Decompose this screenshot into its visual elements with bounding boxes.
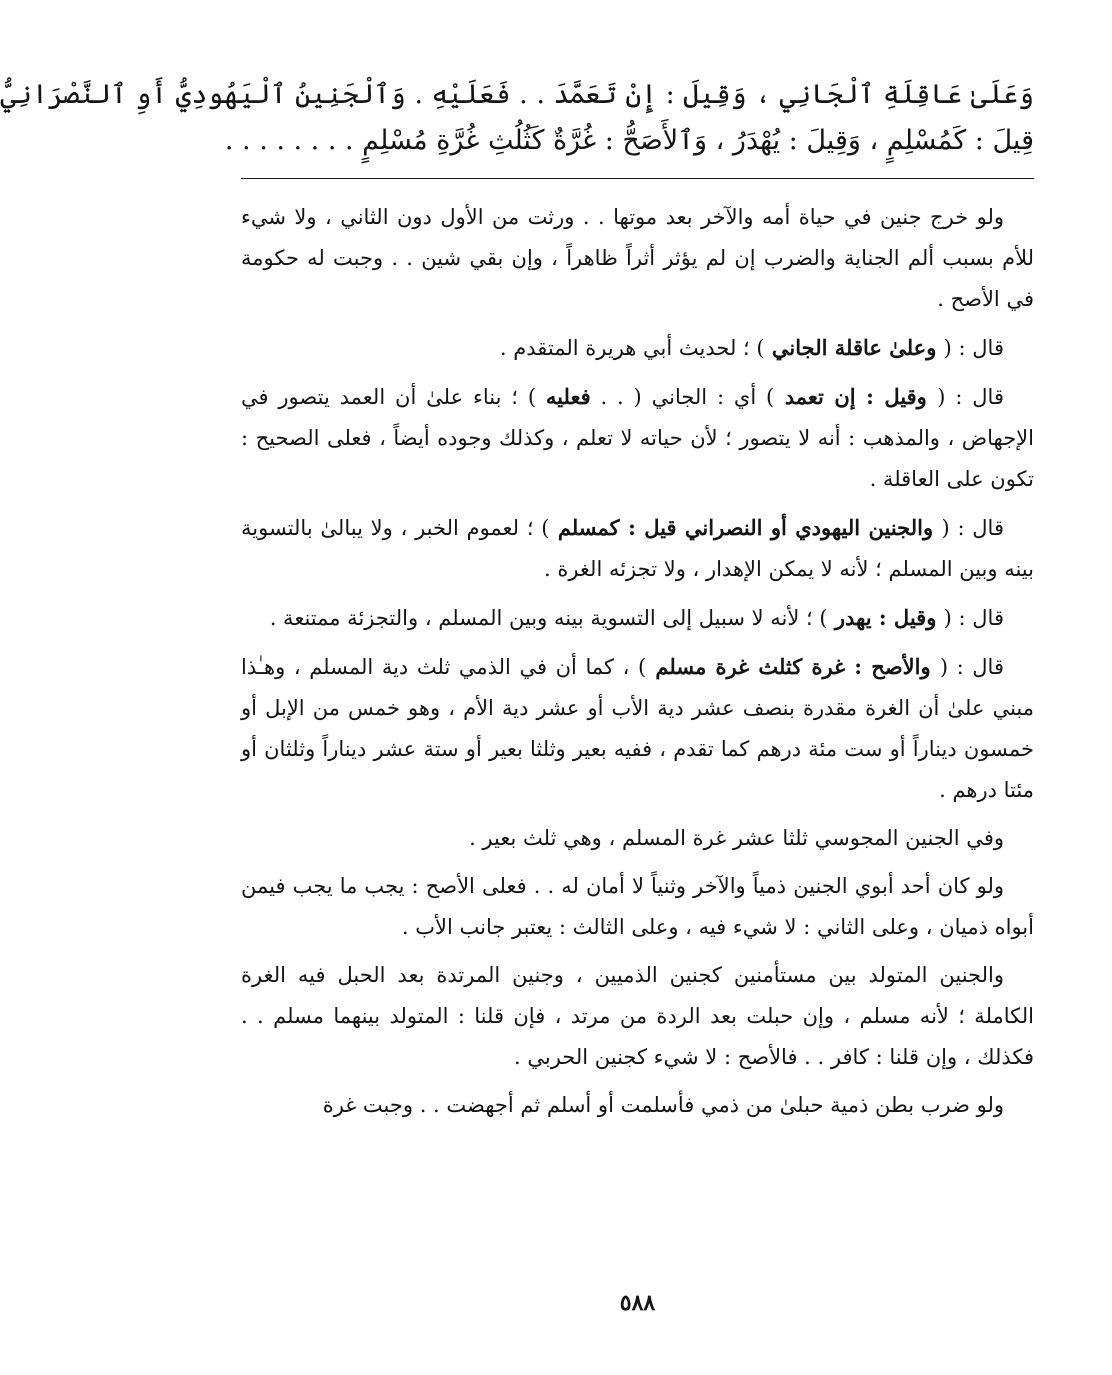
page-number: ٥٨٨ xyxy=(619,1290,656,1316)
commentary-text: ) أي : الجاني ( . . xyxy=(590,385,775,409)
quoted-matn: والأصح : غرة كثلث غرة مسلم xyxy=(646,654,940,679)
quoted-matn: فعليه xyxy=(545,384,591,409)
quoted-matn: وقيل : يهدر xyxy=(827,605,944,630)
commentary-text: ) ؛ بناء علىٰ أن العمد يتصور في الإجهاض ، والمذهب : أنه لا يتصور ؛ لأن حياته لا تعلم ، وكذلك وجوده أيضاً ، فعلى الصحيح : تكون على العاقلة . xyxy=(241,385,1034,491)
quoted-matn: وقيل : إن تعمد xyxy=(774,384,938,409)
commentary-paragraph-9: والجنين المتولد بين مستأمنين كجنين الذميين ، وجنين المرتدة بعد الحبل فيه الغرة الكاملة ؛ لأنه مسلم ، وإن حبلت بعد الردة من مرتد ، فإن قلنا : المتولد بينهما مسلم . . فكذلك ، وإن قلنا : كافر . . فالأصح : لا شيء كجنين الحربي . xyxy=(241,963,1034,1069)
commentary-text: ) ، كما أن في الذمي ثلث دية المسلم ، وهـٰذا مبني علىٰ أن الغرة مقدرة بنصف عشر دية الأب أو عشر دية الأم ، وهو خمس من الإبل أو خمسون ديناراً أو ست مئة درهم كما تقدم ، ففيه بعير وثلثا بعير أو ستة عشر ديناراً وثلثان أو مئتا درهم . xyxy=(241,655,1034,802)
quoted-matn: والجنين اليهودي أو النصراني قيل : كمسلم xyxy=(549,515,942,540)
matn-line-2: قِيلَ : كَمُسْلِمٍ ، وَقِيلَ : يُهْدَرُ ، وَٱلأَصَحُّ : غُرَّةٌ كَثُلُثِ غُرَّةِ مُسْلِمٍ . . . . . . . . xyxy=(224,125,1034,156)
quote-open: قال : ( xyxy=(939,655,1004,679)
commentary-text: ) ؛ لأنه لا سبيل إلى التسوية بينه وبين المسلم ، والتجزئة ممتنعة . xyxy=(269,606,828,630)
quote-open: قال : ( xyxy=(943,606,1004,630)
commentary-paragraph-10: ولو ضرب بطن ذمية حبلىٰ من ذمي فأسلمت أو أسلم ثم أجهضت . . وجبت غرة xyxy=(322,1093,1004,1117)
commentary-paragraph-5 xyxy=(241,597,1034,639)
quote-open: قال : ( xyxy=(937,385,1004,409)
commentary-paragraph-3 xyxy=(241,376,1034,500)
quote-open: قال : ( xyxy=(941,516,1004,540)
commentary xyxy=(241,197,1034,1126)
commentary-paragraph-6 xyxy=(241,646,1034,811)
quoted-matn: وعلىٰ عاقلة الجاني xyxy=(764,335,944,360)
separator-rule xyxy=(241,178,1034,179)
commentary-paragraph-1: ولو خرج جنين في حياة أمه والآخر بعد موتها . . ورثت من الأول دون الثاني ، ولا شيء للأم بسبب ألم الجناية والضرب إن لم يؤثر أثراً ظاهراً ، وإن بقي شين . . وجبت له حكومة في الأصح . xyxy=(241,205,1034,311)
matn-text xyxy=(0,72,1034,164)
commentary-paragraph-2 xyxy=(241,327,1034,369)
quote-open: قال : ( xyxy=(943,336,1004,360)
commentary-paragraph-4 xyxy=(241,507,1034,590)
book-page xyxy=(0,72,1034,1375)
matn-line-1: وَعَلَىٰ عَاقِلَةِ ٱلْجَانِي ، وَقِيلَ : إِنْ تَعَمَّدَ . . فَعَلَيْهِ . وَٱلْجَنِينُ ٱلْيَهُودِيُّ أَوِ ٱلنَّصْرَانِيُّ xyxy=(0,79,1034,110)
commentary-text: ) ؛ لعموم الخبر ، ولا يبالىٰ بالتسوية بينه وبين المسلم ؛ لأنه لا يمكن الإهدار ، ولا تجزئه الغرة . xyxy=(241,516,1034,581)
commentary-text: ) ؛ لحديث أبي هريرة المتقدم . xyxy=(499,336,765,360)
commentary-paragraph-8: ولو كان أحد أبوي الجنين ذمياً والآخر وثنياً لا أمان له . . فعلى الأصح : يجب ما يجب فيمن أبواه ذميان ، وعلى الثاني : لا شيء فيه ، وعلى الثالث : يعتبر جانب الأب . xyxy=(241,874,1034,939)
commentary-paragraph-7: وفي الجنين المجوسي ثلثا عشر غرة المسلم ، وهي ثلث بعير . xyxy=(469,826,1004,850)
